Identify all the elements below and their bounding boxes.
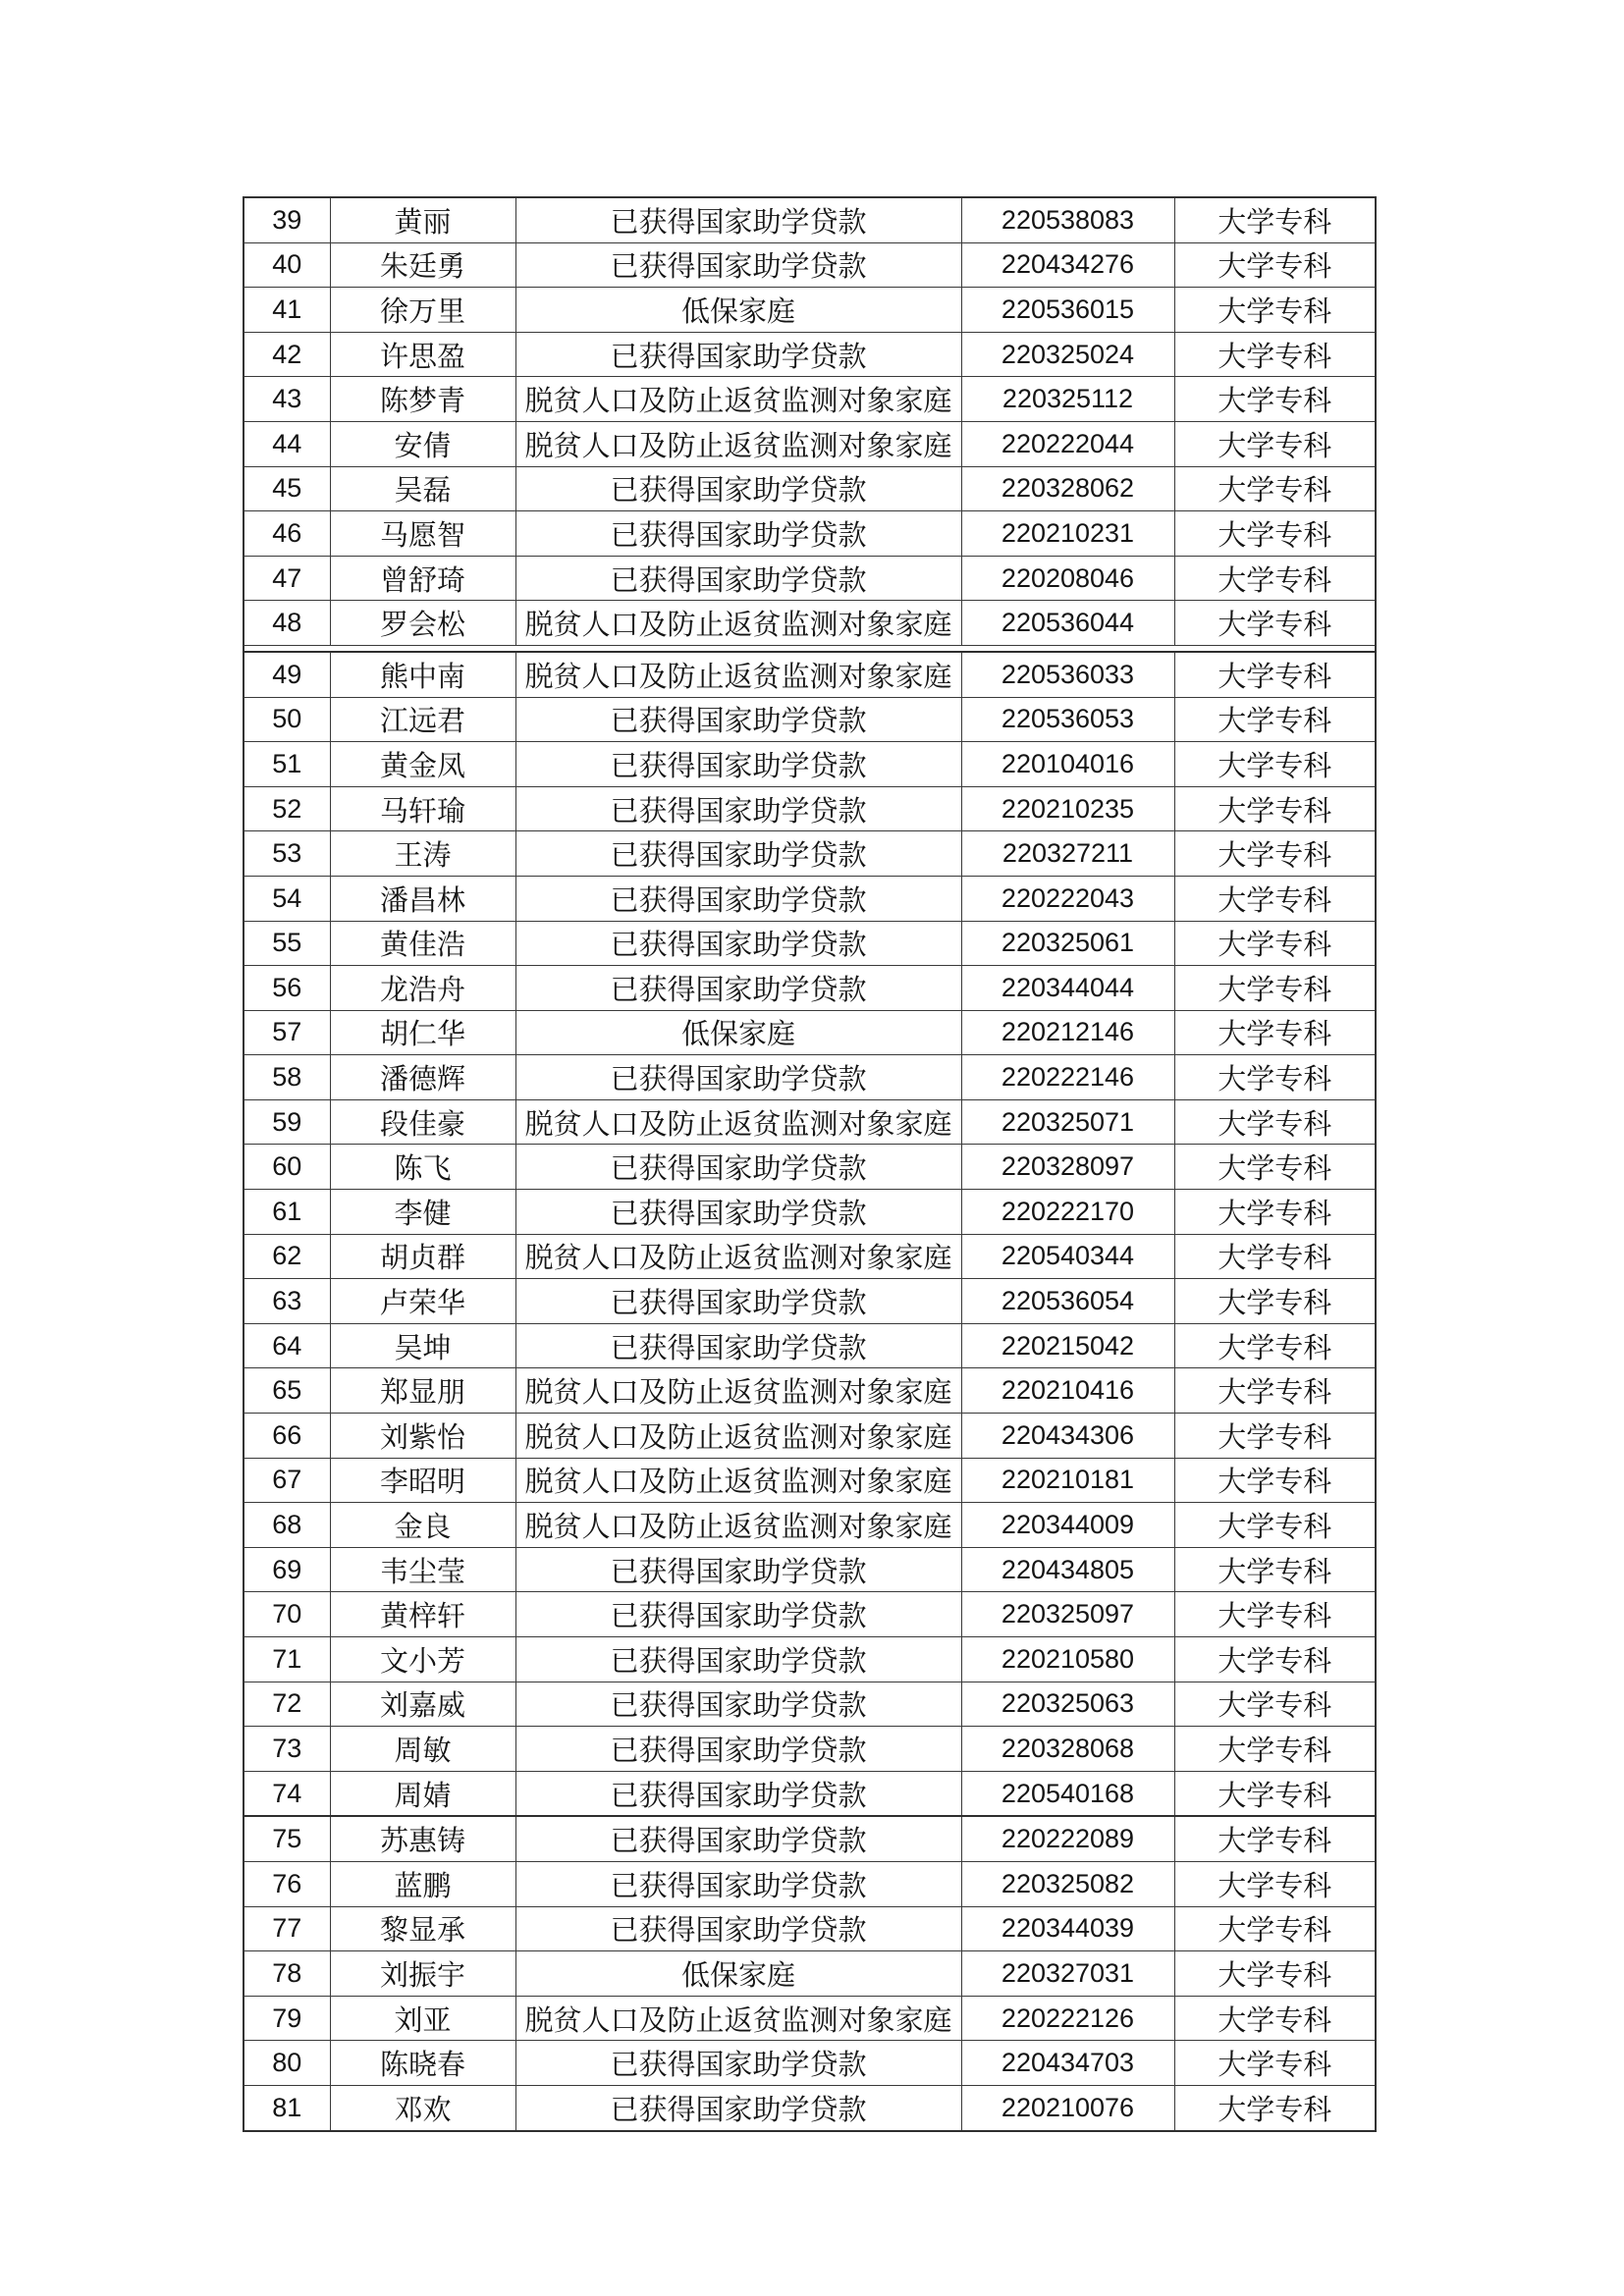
table-row (244, 1368, 1376, 1414)
cell-level: 大学专科 (1174, 966, 1376, 1011)
table-row (244, 966, 1376, 1011)
cell-level: 大学专科 (1174, 1951, 1376, 1997)
cell-student-id: 220344039 (961, 1906, 1174, 1951)
table-row (244, 1906, 1376, 1951)
cell-level: 大学专科 (1174, 332, 1376, 377)
table-row (244, 1414, 1376, 1459)
cell-student-id: 220210231 (961, 511, 1174, 557)
cell-category: 已获得国家助学贷款 (515, 1323, 961, 1368)
cell-level: 大学专科 (1174, 1503, 1376, 1548)
cell-no: 50 (244, 697, 330, 742)
cell-level: 大学专科 (1174, 786, 1376, 831)
cell-name: 黄佳浩 (330, 921, 515, 966)
cell-level: 大学专科 (1174, 1547, 1376, 1592)
cell-level: 大学专科 (1174, 421, 1376, 466)
table-row (244, 1727, 1376, 1772)
cell-no: 71 (244, 1637, 330, 1682)
table-row (244, 1055, 1376, 1100)
cell-name: 潘昌林 (330, 876, 515, 921)
cell-level: 大学专科 (1174, 1771, 1376, 1816)
cell-category: 已获得国家助学贷款 (515, 1771, 961, 1816)
cell-no: 59 (244, 1099, 330, 1145)
cell-level: 大学专科 (1174, 1727, 1376, 1772)
cell-level: 大学专科 (1174, 831, 1376, 877)
cell-student-id: 220434306 (961, 1414, 1174, 1459)
cell-no: 47 (244, 556, 330, 601)
cell-no: 75 (244, 1816, 330, 1861)
table-row (244, 1637, 1376, 1682)
table-row (244, 786, 1376, 831)
cell-no: 67 (244, 1458, 330, 1503)
cell-level: 大学专科 (1174, 1010, 1376, 1055)
cell-no: 44 (244, 421, 330, 466)
table-row (244, 1592, 1376, 1637)
cell-student-id: 220222170 (961, 1190, 1174, 1235)
cell-name: 罗会松 (330, 601, 515, 646)
cell-student-id: 220536033 (961, 652, 1174, 697)
cell-category: 已获得国家助学贷款 (515, 556, 961, 601)
cell-no: 64 (244, 1323, 330, 1368)
cell-category: 已获得国家助学贷款 (515, 831, 961, 877)
cell-student-id: 220325082 (961, 1861, 1174, 1906)
table-row (244, 601, 1376, 646)
table-row (244, 1279, 1376, 1324)
cell-name: 蓝鹏 (330, 1861, 515, 1906)
cell-no: 63 (244, 1279, 330, 1324)
cell-student-id: 220222044 (961, 421, 1174, 466)
cell-student-id: 220344044 (961, 966, 1174, 1011)
cell-name: 徐万里 (330, 288, 515, 333)
cell-name: 刘振宇 (330, 1951, 515, 1997)
cell-no: 54 (244, 876, 330, 921)
cell-level: 大学专科 (1174, 556, 1376, 601)
cell-level: 大学专科 (1174, 1414, 1376, 1459)
cell-student-id: 220210235 (961, 786, 1174, 831)
cell-category: 已获得国家助学贷款 (515, 697, 961, 742)
cell-level: 大学专科 (1174, 1099, 1376, 1145)
cell-student-id: 220328097 (961, 1145, 1174, 1190)
cell-name: 卢荣华 (330, 1279, 515, 1324)
cell-no: 77 (244, 1906, 330, 1951)
cell-student-id: 220327211 (961, 831, 1174, 877)
cell-no: 49 (244, 652, 330, 697)
cell-category: 脱贫人口及防止返贫监测对象家庭 (515, 1458, 961, 1503)
cell-category: 脱贫人口及防止返贫监测对象家庭 (515, 601, 961, 646)
cell-name: 陈晓春 (330, 2041, 515, 2086)
table-row (244, 1861, 1376, 1906)
cell-name: 段佳豪 (330, 1099, 515, 1145)
cell-name: 金良 (330, 1503, 515, 1548)
cell-name: 王涛 (330, 831, 515, 877)
cell-student-id: 220328062 (961, 466, 1174, 511)
cell-category: 已获得国家助学贷款 (515, 332, 961, 377)
cell-name: 胡贞群 (330, 1234, 515, 1279)
table-row (244, 1458, 1376, 1503)
cell-no: 55 (244, 921, 330, 966)
table-row (244, 466, 1376, 511)
cell-category: 脱贫人口及防止返贫监测对象家庭 (515, 377, 961, 422)
cell-no: 68 (244, 1503, 330, 1548)
table-row (244, 1503, 1376, 1548)
cell-name: 安倩 (330, 421, 515, 466)
cell-no: 72 (244, 1682, 330, 1727)
cell-level: 大学专科 (1174, 1055, 1376, 1100)
cell-name: 熊中南 (330, 652, 515, 697)
cell-student-id: 220536044 (961, 601, 1174, 646)
cell-level: 大学专科 (1174, 1906, 1376, 1951)
table-row (244, 288, 1376, 333)
table-row (244, 1010, 1376, 1055)
cell-level: 大学专科 (1174, 1368, 1376, 1414)
cell-student-id: 220210076 (961, 2085, 1174, 2130)
cell-category: 脱贫人口及防止返贫监测对象家庭 (515, 1099, 961, 1145)
cell-student-id: 220222126 (961, 1996, 1174, 2041)
cell-level: 大学专科 (1174, 2085, 1376, 2130)
cell-no: 73 (244, 1727, 330, 1772)
cell-level: 大学专科 (1174, 697, 1376, 742)
cell-name: 许思盈 (330, 332, 515, 377)
cell-level: 大学专科 (1174, 197, 1376, 242)
cell-no: 69 (244, 1547, 330, 1592)
cell-category: 已获得国家助学贷款 (515, 1816, 961, 1861)
cell-no: 78 (244, 1951, 330, 1997)
cell-no: 51 (244, 742, 330, 787)
cell-category: 脱贫人口及防止返贫监测对象家庭 (515, 652, 961, 697)
cell-no: 79 (244, 1996, 330, 2041)
table-row (244, 742, 1376, 787)
roster-body (244, 197, 1376, 2131)
cell-student-id: 220212146 (961, 1010, 1174, 1055)
table-row (244, 332, 1376, 377)
cell-student-id: 220538083 (961, 197, 1174, 242)
table-row (244, 652, 1376, 697)
cell-category: 已获得国家助学贷款 (515, 1682, 961, 1727)
table-row (244, 876, 1376, 921)
cell-category: 已获得国家助学贷款 (515, 786, 961, 831)
cell-category: 已获得国家助学贷款 (515, 742, 961, 787)
cell-name: 李健 (330, 1190, 515, 1235)
cell-category: 低保家庭 (515, 1951, 961, 1997)
cell-student-id: 220325061 (961, 921, 1174, 966)
table-row (244, 1234, 1376, 1279)
cell-category: 已获得国家助学贷款 (515, 466, 961, 511)
cell-student-id: 220536015 (961, 288, 1174, 333)
cell-category: 已获得国家助学贷款 (515, 197, 961, 242)
cell-category: 已获得国家助学贷款 (515, 1055, 961, 1100)
cell-no: 53 (244, 831, 330, 877)
cell-name: 潘德辉 (330, 1055, 515, 1100)
cell-name: 黎显承 (330, 1906, 515, 1951)
table-row (244, 697, 1376, 742)
cell-student-id: 220215042 (961, 1323, 1174, 1368)
cell-category: 已获得国家助学贷款 (515, 1547, 961, 1592)
cell-level: 大学专科 (1174, 1996, 1376, 2041)
cell-name: 陈梦青 (330, 377, 515, 422)
cell-no: 57 (244, 1010, 330, 1055)
table-row (244, 1951, 1376, 1997)
cell-name: 刘紫怡 (330, 1414, 515, 1459)
cell-name: 郑显朋 (330, 1368, 515, 1414)
table-row (244, 197, 1376, 242)
cell-name: 朱廷勇 (330, 242, 515, 288)
cell-level: 大学专科 (1174, 1323, 1376, 1368)
cell-student-id: 220344009 (961, 1503, 1174, 1548)
cell-no: 61 (244, 1190, 330, 1235)
cell-category: 已获得国家助学贷款 (515, 242, 961, 288)
cell-student-id: 220210181 (961, 1458, 1174, 1503)
cell-student-id: 220222089 (961, 1816, 1174, 1861)
table-row (244, 1816, 1376, 1861)
cell-student-id: 220540344 (961, 1234, 1174, 1279)
cell-no: 70 (244, 1592, 330, 1637)
cell-student-id: 220325071 (961, 1099, 1174, 1145)
cell-category: 已获得国家助学贷款 (515, 1145, 961, 1190)
cell-no: 46 (244, 511, 330, 557)
cell-category: 已获得国家助学贷款 (515, 1637, 961, 1682)
cell-student-id: 220208046 (961, 556, 1174, 601)
cell-category: 已获得国家助学贷款 (515, 876, 961, 921)
table-row (244, 1323, 1376, 1368)
cell-student-id: 220434703 (961, 2041, 1174, 2086)
cell-no: 45 (244, 466, 330, 511)
cell-level: 大学专科 (1174, 1637, 1376, 1682)
table-row (244, 1996, 1376, 2041)
cell-no: 81 (244, 2085, 330, 2130)
cell-category: 脱贫人口及防止返贫监测对象家庭 (515, 1996, 961, 2041)
cell-student-id: 220325112 (961, 377, 1174, 422)
cell-name: 周婧 (330, 1771, 515, 1816)
cell-category: 脱贫人口及防止返贫监测对象家庭 (515, 1414, 961, 1459)
cell-name: 曾舒琦 (330, 556, 515, 601)
cell-no: 48 (244, 601, 330, 646)
cell-level: 大学专科 (1174, 1458, 1376, 1503)
cell-category: 已获得国家助学贷款 (515, 1861, 961, 1906)
cell-no: 43 (244, 377, 330, 422)
cell-name: 吴磊 (330, 466, 515, 511)
table-row (244, 921, 1376, 966)
cell-student-id: 220434276 (961, 242, 1174, 288)
cell-category: 脱贫人口及防止返贫监测对象家庭 (515, 1503, 961, 1548)
cell-level: 大学专科 (1174, 1279, 1376, 1324)
cell-student-id: 220325024 (961, 332, 1174, 377)
cell-category: 低保家庭 (515, 288, 961, 333)
table-row (244, 511, 1376, 557)
cell-name: 黄金凤 (330, 742, 515, 787)
cell-category: 已获得国家助学贷款 (515, 1592, 961, 1637)
table-row (244, 1771, 1376, 1816)
cell-no: 60 (244, 1145, 330, 1190)
cell-name: 胡仁华 (330, 1010, 515, 1055)
cell-no: 65 (244, 1368, 330, 1414)
cell-level: 大学专科 (1174, 377, 1376, 422)
cell-student-id: 220536053 (961, 697, 1174, 742)
cell-category: 已获得国家助学贷款 (515, 1727, 961, 1772)
cell-student-id: 220325097 (961, 1592, 1174, 1637)
cell-level: 大学专科 (1174, 742, 1376, 787)
table-row (244, 1682, 1376, 1727)
cell-name: 黄丽 (330, 197, 515, 242)
cell-no: 39 (244, 197, 330, 242)
table-row (244, 1547, 1376, 1592)
cell-category: 已获得国家助学贷款 (515, 2085, 961, 2130)
cell-name: 马愿智 (330, 511, 515, 557)
cell-category: 脱贫人口及防止返贫监测对象家庭 (515, 421, 961, 466)
cell-level: 大学专科 (1174, 1861, 1376, 1906)
cell-name: 邓欢 (330, 2085, 515, 2130)
cell-level: 大学专科 (1174, 1592, 1376, 1637)
cell-level: 大学专科 (1174, 1816, 1376, 1861)
cell-student-id: 220222146 (961, 1055, 1174, 1100)
cell-category: 已获得国家助学贷款 (515, 966, 961, 1011)
cell-no: 58 (244, 1055, 330, 1100)
table-row (244, 556, 1376, 601)
cell-student-id: 220536054 (961, 1279, 1174, 1324)
cell-no: 42 (244, 332, 330, 377)
table-row (244, 1099, 1376, 1145)
cell-name: 黄梓轩 (330, 1592, 515, 1637)
cell-no: 66 (244, 1414, 330, 1459)
cell-name: 刘亚 (330, 1996, 515, 2041)
cell-name: 龙浩舟 (330, 966, 515, 1011)
cell-student-id: 220210416 (961, 1368, 1174, 1414)
cell-student-id: 220328068 (961, 1727, 1174, 1772)
cell-level: 大学专科 (1174, 2041, 1376, 2086)
table-row (244, 242, 1376, 288)
cell-category: 脱贫人口及防止返贫监测对象家庭 (515, 1368, 961, 1414)
cell-name: 刘嘉威 (330, 1682, 515, 1727)
cell-level: 大学专科 (1174, 288, 1376, 333)
table-row (244, 1145, 1376, 1190)
cell-name: 苏惠铸 (330, 1816, 515, 1861)
student-roster-table (243, 196, 1377, 2132)
cell-student-id: 220325063 (961, 1682, 1174, 1727)
cell-student-id: 220327031 (961, 1951, 1174, 1997)
cell-name: 陈飞 (330, 1145, 515, 1190)
cell-no: 56 (244, 966, 330, 1011)
cell-student-id: 220540168 (961, 1771, 1174, 1816)
cell-level: 大学专科 (1174, 601, 1376, 646)
cell-category: 脱贫人口及防止返贫监测对象家庭 (515, 1234, 961, 1279)
cell-no: 62 (244, 1234, 330, 1279)
cell-level: 大学专科 (1174, 1682, 1376, 1727)
cell-no: 80 (244, 2041, 330, 2086)
cell-level: 大学专科 (1174, 511, 1376, 557)
table-row (244, 2085, 1376, 2130)
table-row (244, 1190, 1376, 1235)
cell-name: 周敏 (330, 1727, 515, 1772)
cell-category: 已获得国家助学贷款 (515, 2041, 961, 2086)
cell-name: 江远君 (330, 697, 515, 742)
cell-category: 已获得国家助学贷款 (515, 1279, 961, 1324)
cell-level: 大学专科 (1174, 1234, 1376, 1279)
cell-category: 已获得国家助学贷款 (515, 511, 961, 557)
cell-level: 大学专科 (1174, 876, 1376, 921)
cell-student-id: 220210580 (961, 1637, 1174, 1682)
cell-no: 76 (244, 1861, 330, 1906)
cell-level: 大学专科 (1174, 466, 1376, 511)
cell-no: 52 (244, 786, 330, 831)
cell-name: 李昭明 (330, 1458, 515, 1503)
cell-student-id: 220222043 (961, 876, 1174, 921)
cell-student-id: 220434805 (961, 1547, 1174, 1592)
cell-no: 74 (244, 1771, 330, 1816)
table-row (244, 831, 1376, 877)
cell-name: 韦尘莹 (330, 1547, 515, 1592)
cell-category: 已获得国家助学贷款 (515, 1906, 961, 1951)
cell-name: 吴坤 (330, 1323, 515, 1368)
cell-no: 40 (244, 242, 330, 288)
cell-category: 已获得国家助学贷款 (515, 1190, 961, 1235)
cell-level: 大学专科 (1174, 652, 1376, 697)
table-row (244, 2041, 1376, 2086)
cell-level: 大学专科 (1174, 1145, 1376, 1190)
cell-level: 大学专科 (1174, 242, 1376, 288)
cell-category: 低保家庭 (515, 1010, 961, 1055)
cell-level: 大学专科 (1174, 921, 1376, 966)
cell-no: 41 (244, 288, 330, 333)
cell-name: 马轩瑜 (330, 786, 515, 831)
cell-category: 已获得国家助学贷款 (515, 921, 961, 966)
cell-name: 文小芳 (330, 1637, 515, 1682)
table-row (244, 421, 1376, 466)
table-row (244, 377, 1376, 422)
cell-level: 大学专科 (1174, 1190, 1376, 1235)
cell-student-id: 220104016 (961, 742, 1174, 787)
